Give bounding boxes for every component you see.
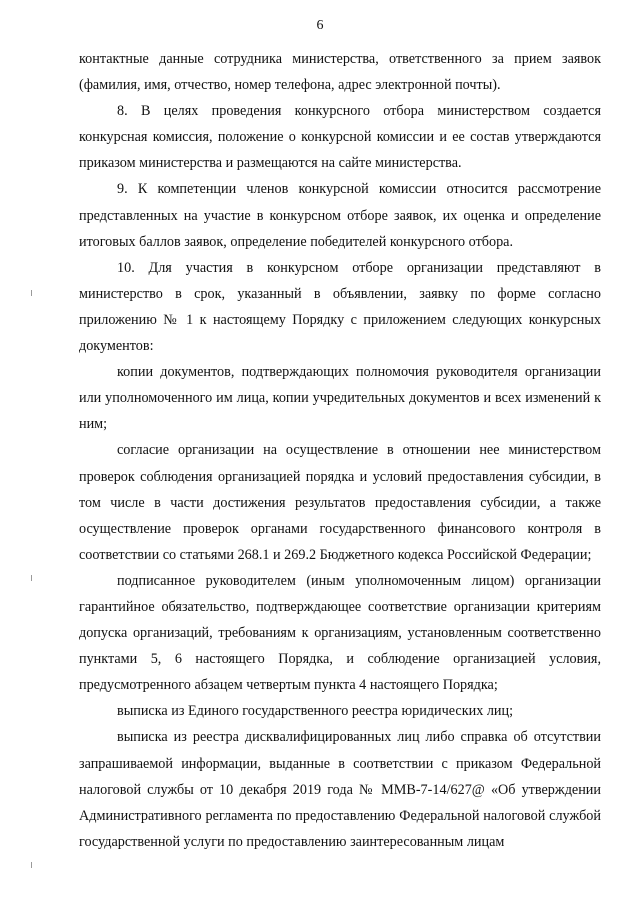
paragraph: согласие организации на осуществление в отношении нее министерством проверок соблюдения организацией порядка и условий предоставления субсидии, в том числе в части достижения результатов предоставления субсидии, а также осуществление проверок органами государственного финансового контроля в соответствии со статьями 268.1 и 269.2 Бюджетного кодекса Российской Федерации; bbox=[79, 442, 601, 563]
paragraph: выписка из Единого государственного реестра юридических лиц; bbox=[117, 703, 514, 720]
paragraph: контактные данные сотрудника министерства, ответственного за прием заявок (фамилия, имя, отчество, номер телефона, адрес электронной почты). bbox=[79, 51, 601, 94]
paragraph: подписанное руководителем (иным уполномоченным лицом) организации гарантийное обязательство, подтверждающее соответствие организации критериям допуска организаций, требованиям к организациям, установленным соответственно пунктами 5, 6 настоящего Порядка, и соблюдение организацией условия, предусмотренного абзацем четвертым пункта 4 настоящего Порядка; bbox=[79, 572, 601, 694]
paragraph: 8. В целях проведения конкурсного отбора министерством создается конкурсная комиссия, положение о конкурсной комиссии и ее состав утверждаются приказом министерства и размещаются на сайте министерства. bbox=[79, 103, 601, 172]
paragraph: 9. К компетенции членов конкурсной комиссии относится рассмотрение представленных на участие в конкурсном отборе заявок, их оценка и определение итоговых баллов заявок, определение победителей конкурсного отбора. bbox=[79, 181, 601, 250]
paragraph: копии документов, подтверждающих полномочия руководителя организации или уполномоченного им лица, копии учредительных документов и всех изменений к ним; bbox=[79, 364, 601, 433]
paragraph: 10. Для участия в конкурсном отборе организации представляют в министерство в срок, указанный в объявлении, заявку по форме согласно приложению № 1 к настоящему Порядку с приложением следующих конкурсных документов: bbox=[79, 259, 601, 355]
margin-mark bbox=[31, 862, 32, 868]
margin-mark bbox=[31, 575, 32, 581]
document-body bbox=[79, 46, 601, 855]
page-number: 6 bbox=[316, 18, 324, 33]
paragraph: выписка из реестра дисквалифицированных лиц либо справка об отсутствии запрашиваемой информации, выданные в соответствии с приказом Федеральной налоговой службы от 10 декабря 2019 года № ММВ-7-14/627@ «Об утверждении Административного регламента по предоставлению Федеральной налоговой службой государственной услуги по предоставлению заинтересованным лицам bbox=[79, 729, 601, 850]
margin-mark bbox=[31, 290, 32, 296]
